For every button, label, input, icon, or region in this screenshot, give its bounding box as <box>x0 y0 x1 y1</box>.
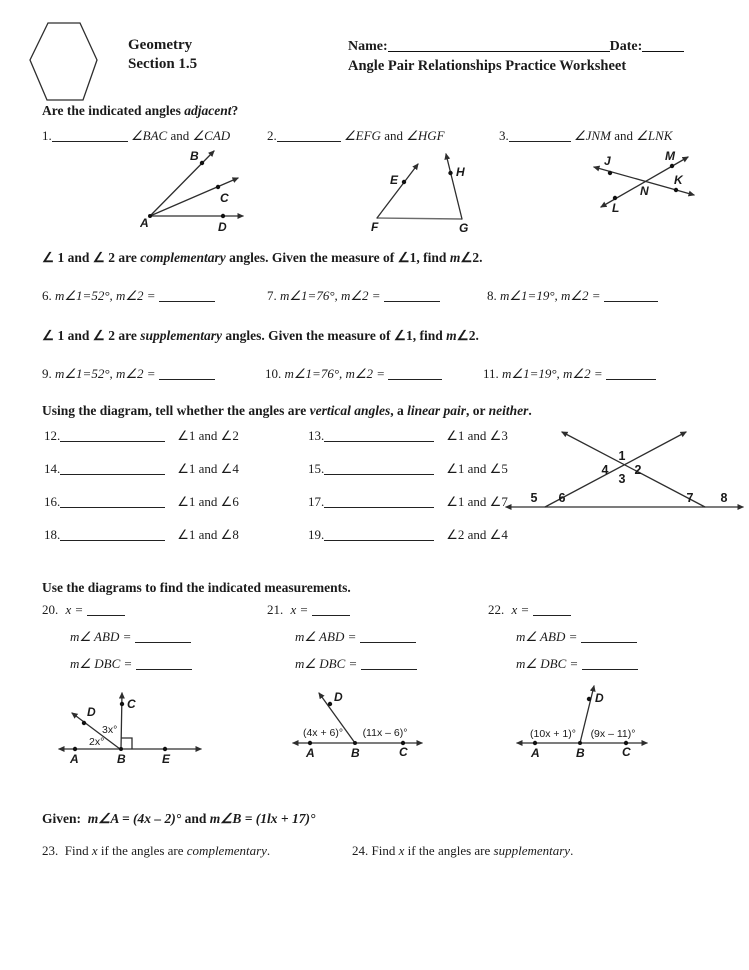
question-number: 13. <box>308 428 325 443</box>
answer-blank <box>60 429 165 442</box>
answer-blank <box>52 129 128 142</box>
question-16 <box>44 494 239 510</box>
angle-2x-label: 2x° <box>89 736 105 748</box>
diagram-q1-adjacent-rays <box>140 146 250 234</box>
label-k: K <box>674 173 683 187</box>
question-20 <box>42 602 192 683</box>
angle-4-label: 4 <box>601 463 609 477</box>
question-7 <box>267 288 440 304</box>
diagram-q2-triangle-rays <box>360 150 475 235</box>
diagram-q3-crossing-lines <box>590 148 749 223</box>
question-3 <box>499 128 672 144</box>
angle-2: ∠CAD <box>192 128 231 143</box>
question-number: 12. <box>44 428 61 443</box>
angle-3-label: 3 <box>618 472 626 486</box>
prompt-em: adjacent <box>184 103 232 118</box>
math-text: m∠1=52°, m∠2 = <box>55 366 156 381</box>
course-block <box>128 36 197 74</box>
diagram-q21 <box>285 688 430 763</box>
math-text: m∠1=76°, m∠2 = <box>280 288 381 303</box>
section-label: Section 1.5 <box>128 56 198 72</box>
ray-gh <box>446 154 462 219</box>
angle-6-label: 6 <box>558 491 566 505</box>
answer-blank <box>312 603 350 616</box>
point-j-dot <box>608 171 612 175</box>
math-text: m∠1=52°, m∠2 = <box>55 288 156 303</box>
point-b-dot <box>353 741 357 745</box>
right-angle-mark <box>122 738 133 749</box>
answer-blank <box>324 528 434 541</box>
x-var: x <box>398 843 405 858</box>
label-a: A <box>531 746 540 760</box>
conjunction: and <box>384 128 403 143</box>
abd-label: m∠ ABD = <box>295 629 357 644</box>
question-number: 18. <box>44 527 61 542</box>
heading-em: supplementary <box>140 328 222 343</box>
measurements-heading: Use the diagrams to find the indicated measurements. <box>42 580 351 595</box>
angle-1-label: 1 <box>618 449 626 463</box>
label-a: A <box>140 216 149 230</box>
label-d: D <box>87 705 96 719</box>
point-h-dot <box>448 171 452 175</box>
question-11 <box>483 366 656 382</box>
heading-part: ∠ 1 and ∠ 2 are <box>42 250 141 265</box>
date-blank <box>642 38 684 52</box>
hexagon-shape <box>30 23 97 100</box>
text-part: Find <box>371 843 399 858</box>
x-var: x <box>91 843 98 858</box>
question-number: 20. <box>42 602 59 617</box>
prompt-pre: Are the indicated angles <box>42 103 185 118</box>
angle-7-label: 7 <box>686 491 694 505</box>
x-label: x = <box>65 602 84 617</box>
question-17 <box>308 494 508 510</box>
question-21 <box>267 602 417 683</box>
question-2 <box>267 128 445 144</box>
point-d-dot <box>82 721 86 725</box>
heading-m: m <box>446 328 457 343</box>
label-g: G <box>459 221 469 235</box>
right-angle-label: (9x – 11)° <box>590 728 636 740</box>
heading-part: angles. Given the measure of ∠1, find <box>221 328 447 343</box>
angle-1: ∠JNM <box>574 128 611 143</box>
given-label: Given: <box>42 811 81 826</box>
point-c-dot <box>120 702 124 706</box>
relation-em: supplementary <box>493 843 571 858</box>
heading-em: linear pair <box>407 403 466 418</box>
answer-blank <box>324 462 434 475</box>
question-22 <box>488 602 638 683</box>
question-number: 9. <box>42 366 52 381</box>
answer-blank <box>509 129 571 142</box>
angle-3x-label: 3x° <box>102 724 118 736</box>
answer-blank <box>135 630 191 643</box>
label-b: B <box>190 149 199 163</box>
answer-blank <box>582 657 638 670</box>
text-part: if the angles are <box>97 843 187 858</box>
label-e: E <box>162 752 171 766</box>
angle-pair: ∠1 and ∠2 <box>177 428 239 443</box>
point-e-dot <box>402 180 406 184</box>
answer-blank <box>60 462 165 475</box>
label-c: C <box>622 745 631 759</box>
angle-5-label: 5 <box>530 491 538 505</box>
left-angle-label: (4x + 6)° <box>302 727 344 739</box>
text-part: Find <box>64 843 92 858</box>
abd-label: m∠ ABD = <box>516 629 578 644</box>
label-l: L <box>612 201 620 215</box>
answer-blank <box>159 367 215 380</box>
heading-part: ∠2. <box>460 250 483 265</box>
question-number: 10. <box>265 366 282 381</box>
question-number: 16. <box>44 494 61 509</box>
x-label: x = <box>511 602 530 617</box>
label-h: H <box>456 165 465 179</box>
answer-blank <box>60 495 165 508</box>
point-d-dot <box>221 214 225 218</box>
point-a-dot <box>533 741 537 745</box>
label-d: D <box>595 691 604 705</box>
label-n: N <box>640 184 649 198</box>
given-line <box>42 810 315 827</box>
label-d: D <box>334 690 343 704</box>
heading-m: m <box>449 250 461 265</box>
question-8 <box>487 288 658 304</box>
label-b: B <box>576 746 585 760</box>
label-c: C <box>220 191 229 205</box>
point-k-dot <box>674 188 678 192</box>
label-c: C <box>399 745 408 759</box>
label-e: E <box>390 173 399 187</box>
heading-part: ∠2. <box>456 328 479 343</box>
point-d-dot <box>587 697 591 701</box>
answer-blank <box>324 495 434 508</box>
diagram-q22 <box>510 683 655 763</box>
question-1 <box>42 128 230 144</box>
point-b-dot <box>200 161 204 165</box>
worksheet-title: Angle Pair Relationships Practice Worksheet <box>348 58 627 74</box>
label-f: F <box>371 220 379 234</box>
answer-blank <box>388 367 442 380</box>
question-number: 21. <box>267 602 284 617</box>
ray-ab <box>150 151 214 216</box>
question-number: 11. <box>483 366 499 381</box>
relation-em: complementary <box>186 843 267 858</box>
answer-blank <box>277 129 341 142</box>
angle-2: ∠HGF <box>406 128 445 143</box>
answer-blank <box>361 657 417 670</box>
angle-pair: ∠1 and ∠6 <box>177 494 239 509</box>
question-number: 7. <box>267 288 277 303</box>
dbc-label: m∠ DBC = <box>516 656 579 671</box>
adjacent-prompt <box>42 102 238 119</box>
label-c: C <box>127 697 136 711</box>
heading-part: angles. Given the measure of ∠1, find <box>225 250 450 265</box>
question-15 <box>308 461 508 477</box>
label-d: D <box>218 220 227 234</box>
given-math-2: m∠B = (1lx + 17)° <box>209 811 316 826</box>
angle-pair: ∠1 and ∠7 <box>446 494 508 509</box>
point-l-dot <box>613 196 617 200</box>
point-b-dot <box>119 747 123 751</box>
heading-em: neither <box>488 403 529 418</box>
question-14 <box>44 461 239 477</box>
angle-pair: ∠1 and ∠3 <box>446 428 508 443</box>
angle-pair: ∠2 and ∠4 <box>446 527 508 542</box>
answer-blank <box>604 289 658 302</box>
question-6 <box>42 288 215 304</box>
angle-2: ∠LNK <box>636 128 673 143</box>
name-label: Name: <box>348 39 388 54</box>
supplementary-heading <box>42 327 479 344</box>
answer-blank <box>384 289 440 302</box>
point-m-dot <box>670 164 674 168</box>
answer-blank <box>324 429 434 442</box>
right-angle-label: (11x – 6)° <box>362 727 408 739</box>
given-math-1: m∠A = (4x – 2)° <box>87 811 182 826</box>
angle-2-label: 2 <box>634 463 642 477</box>
question-number: 2. <box>267 128 277 143</box>
point-b-dot <box>578 741 582 745</box>
answer-blank <box>60 528 165 541</box>
conjunction: and <box>170 128 190 143</box>
label-b: B <box>351 746 360 760</box>
question-number: 15. <box>308 461 325 476</box>
question-number: 8. <box>487 288 497 303</box>
angle-pair: ∠1 and ∠5 <box>446 461 508 476</box>
label-j: J <box>604 154 611 168</box>
abd-label: m∠ ABD = <box>70 629 132 644</box>
question-number: 6. <box>42 288 52 303</box>
question-number: 22. <box>488 602 505 617</box>
question-number: 24. <box>352 843 369 858</box>
prompt-post: ? <box>231 103 239 118</box>
answer-blank <box>360 630 416 643</box>
heading-em: vertical angles <box>309 403 391 418</box>
diagram-q20 <box>55 685 205 775</box>
question-number: 17. <box>308 494 325 509</box>
heading-part: Using the diagram, tell whether the angles are <box>42 403 310 418</box>
angle-1: ∠BAC <box>131 128 168 143</box>
question-number: 1. <box>42 128 52 143</box>
question-10 <box>265 366 442 382</box>
question-number: 19. <box>308 527 325 542</box>
complementary-heading <box>42 249 483 266</box>
angle-pair: ∠1 and ∠4 <box>177 461 239 476</box>
text-part: . <box>570 843 574 858</box>
label-b: B <box>117 752 126 766</box>
ray-bc <box>121 693 122 749</box>
heading-part: . <box>528 403 532 418</box>
x-label: x = <box>290 602 309 617</box>
answer-blank <box>87 603 125 616</box>
question-23 <box>42 843 270 859</box>
question-number: 14. <box>44 461 61 476</box>
question-12 <box>44 428 239 444</box>
transversal-right <box>545 432 686 507</box>
transversal-left <box>562 432 705 507</box>
math-text: m∠1=76°, m∠2 = <box>284 366 386 381</box>
point-d-dot <box>328 702 332 706</box>
question-24 <box>352 843 573 859</box>
math-text: m∠1=19°, m∠2 = <box>500 288 601 303</box>
dbc-label: m∠ DBC = <box>70 656 133 671</box>
label-a: A <box>70 752 79 766</box>
question-18 <box>44 527 239 543</box>
course-name: Geometry <box>128 37 193 53</box>
point-c-dot <box>216 185 220 189</box>
label-a: A <box>306 746 315 760</box>
date-label: Date: <box>609 39 643 54</box>
question-number: 23. <box>42 843 59 858</box>
heading-part: , or <box>466 403 489 418</box>
segment-fg <box>377 218 462 219</box>
left-angle-label: (10x + 1)° <box>530 728 576 740</box>
label-m: M <box>665 149 675 163</box>
angle-pair: ∠1 and ∠8 <box>177 527 239 542</box>
angle-1: ∠EFG <box>344 128 381 143</box>
point-e-dot <box>163 747 167 751</box>
name-date-row <box>348 38 684 55</box>
heading-part: , a <box>390 403 408 418</box>
angle-8-label: 8 <box>720 491 728 505</box>
answer-blank <box>606 367 656 380</box>
point-a-dot <box>73 747 77 751</box>
conjunction: and <box>614 128 633 143</box>
text-part: . <box>266 843 271 858</box>
point-a-dot <box>308 741 312 745</box>
vertical-heading <box>42 402 532 419</box>
answer-blank <box>533 603 571 616</box>
math-text: m∠1=19°, m∠2 = <box>502 366 603 381</box>
heading-em: complementary <box>140 250 226 265</box>
question-19 <box>308 527 508 543</box>
diagram-numbered-angles <box>500 425 749 520</box>
answer-blank <box>159 289 215 302</box>
answer-blank <box>136 657 192 670</box>
hexagon-logo <box>28 20 103 105</box>
question-9 <box>42 366 215 382</box>
question-number: 3. <box>499 128 509 143</box>
given-conjunction: and <box>184 811 207 826</box>
heading-part: ∠ 1 and ∠ 2 are <box>42 328 141 343</box>
question-13 <box>308 428 508 444</box>
dbc-label: m∠ DBC = <box>295 656 358 671</box>
text-part: if the angles are <box>404 843 494 858</box>
answer-blank <box>581 630 637 643</box>
name-blank <box>388 38 610 52</box>
